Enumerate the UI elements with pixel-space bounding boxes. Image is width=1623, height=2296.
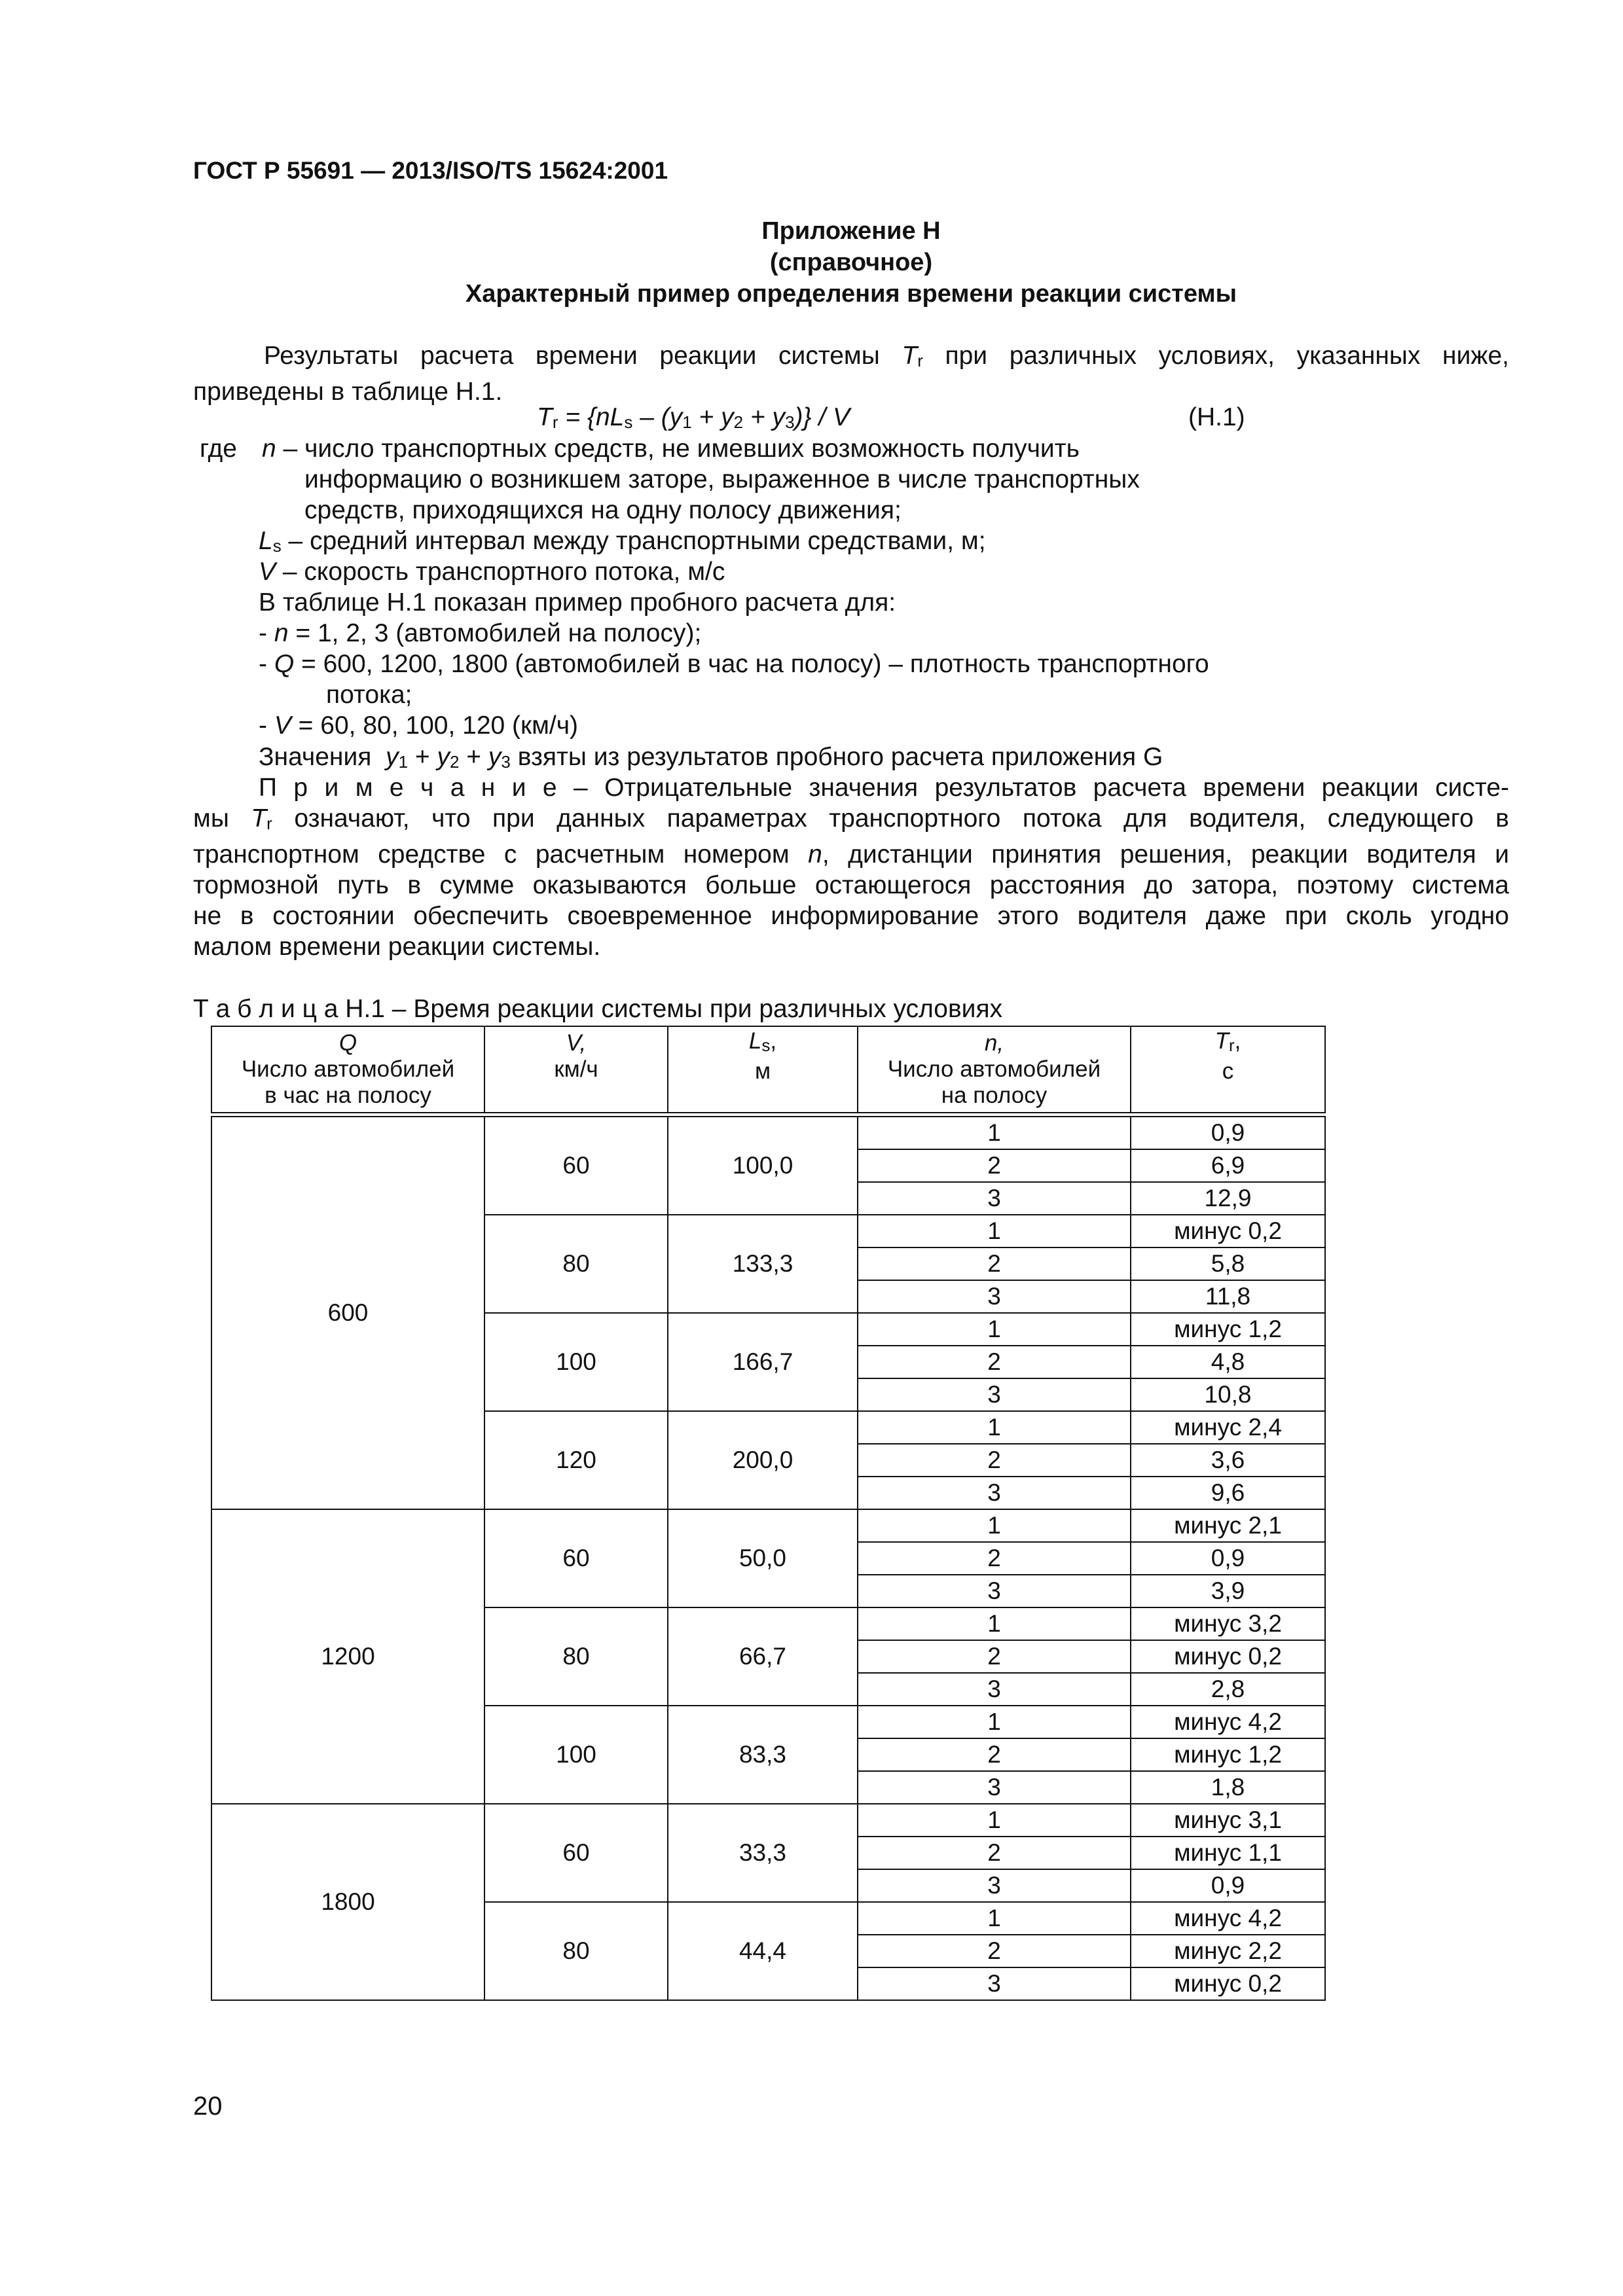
cell-tr: 6,9: [1131, 1149, 1325, 1182]
definition-n: n – число транспортных средств, не имевших возможность получить: [262, 435, 1080, 463]
header-q: Q Число автомобилей в час на полосу: [211, 1026, 484, 1113]
cell-tr: минус 0,2: [1131, 1967, 1325, 2000]
cell-tr: 10,8: [1131, 1378, 1325, 1411]
cell-tr: 1,8: [1131, 1771, 1325, 1804]
cell-ls: 83,3: [668, 1706, 858, 1804]
document-standard-code: ГОСТ Р 55691 — 2013/ISO/TS 15624:2001: [193, 157, 668, 184]
cell-tr: 3,9: [1131, 1575, 1325, 1607]
item-q-cont: потока;: [326, 681, 412, 709]
definition-ls: $L_s$ – средний интервал между транспортными средствами, м;: [259, 527, 986, 556]
cell-q: 1800: [211, 1804, 484, 2000]
cell-ls: 166,7: [668, 1313, 858, 1411]
cell-tr: минус 0,2: [1131, 1215, 1325, 1247]
example-intro: В таблице Н.1 показан пример пробного расчета для:: [259, 588, 896, 617]
cell-n: 1: [858, 1509, 1131, 1542]
item-v: - V = 60, 80, 100, 120 (км/ч): [259, 711, 579, 740]
cell-tr: 9,6: [1131, 1477, 1325, 1509]
cell-n: 2: [858, 1738, 1131, 1771]
cell-n: 1: [858, 1117, 1131, 1149]
cell-tr: минус 4,2: [1131, 1902, 1325, 1935]
cell-v: 100: [484, 1313, 668, 1411]
cell-tr: 4,8: [1131, 1346, 1325, 1378]
note-paragraph: П р и м е ч а н и е – Отрицательные значения результатов расчета времени реакции систе- мы $T_r$ означают, что при данных параметрах транспортного потока для водителя, следующего в транспортном средстве с расчетным номером n, дистанции принятия решения, реакции водителя и тормозной путь в сумме оказываются больше остающегося расстояния до затора, поэтому система не в состоянии обеспечить своевременное информирование этого водителя даже при сколь угодно малом времени реакции системы.: [193, 774, 1509, 961]
cell-n: 1: [858, 1804, 1131, 1837]
cell-tr: минус 2,2: [1131, 1935, 1325, 1967]
header-tr: $T_r$, с: [1131, 1026, 1325, 1113]
cell-n: 3: [858, 1575, 1131, 1607]
cell-v: 100: [484, 1706, 668, 1804]
cell-tr: минус 2,1: [1131, 1509, 1325, 1542]
cell-n: 2: [858, 1346, 1131, 1378]
cell-v: 60: [484, 1117, 668, 1215]
cell-n: 2: [858, 1149, 1131, 1182]
intro-paragraph: Результаты расчета времени реакции системы $T_r$ при различных условиях, указанных ниже, приведены в таблице Н.1.: [193, 342, 1509, 406]
cell-v: 80: [484, 1607, 668, 1706]
appendix-status: (справочное): [769, 249, 933, 276]
cell-n: 3: [858, 1967, 1131, 2000]
cell-tr: 0,9: [1131, 1869, 1325, 1902]
table-caption: Т а б л и ц а Н.1 – Время реакции системы при различных условиях: [193, 995, 1003, 1023]
cell-n: 1: [858, 1706, 1131, 1738]
cell-ls: 100,0: [668, 1117, 858, 1215]
reaction-time-table: [211, 1026, 1326, 2001]
cell-n: 3: [858, 1280, 1131, 1313]
page-number: 20: [193, 2092, 223, 2121]
cell-n: 3: [858, 1673, 1131, 1706]
cell-ls: 66,7: [668, 1607, 858, 1706]
cell-tr: 11,8: [1131, 1280, 1325, 1313]
definition-v: V – скорость транспортного потока, м/с: [259, 558, 725, 586]
values-sentence: Значения $y_1 + y_2 + y_3$ взяты из результатов пробного расчета приложения G: [259, 743, 1163, 772]
header-ls: $L_s$, м: [668, 1026, 858, 1113]
cell-tr: 3,6: [1131, 1444, 1325, 1477]
cell-tr: минус 4,2: [1131, 1706, 1325, 1738]
item-n: - n = 1, 2, 3 (автомобилей на полосу);: [259, 619, 702, 647]
cell-n: 2: [858, 1935, 1131, 1967]
cell-n: 3: [858, 1771, 1131, 1804]
cell-n: 1: [858, 1607, 1131, 1640]
cell-n: 1: [858, 1215, 1131, 1247]
cell-v: 80: [484, 1215, 668, 1313]
definition-n-cont2: средств, приходящихся на одну полосу движения;: [304, 496, 902, 524]
cell-n: 2: [858, 1247, 1131, 1280]
table-row: [211, 1117, 1325, 1149]
cell-n: 3: [858, 1378, 1131, 1411]
cell-tr: минус 1,1: [1131, 1837, 1325, 1869]
cell-v: 60: [484, 1804, 668, 1902]
table-row: [211, 1804, 1325, 1837]
cell-tr: 0,9: [1131, 1542, 1325, 1575]
cell-tr: минус 3,1: [1131, 1804, 1325, 1837]
cell-ls: 133,3: [668, 1215, 858, 1313]
cell-q: 1200: [211, 1509, 484, 1804]
cell-v: 120: [484, 1411, 668, 1509]
cell-n: 3: [858, 1182, 1131, 1215]
cell-v: 80: [484, 1902, 668, 2000]
formula-number: (Н.1): [1188, 403, 1245, 431]
cell-ls: 200,0: [668, 1411, 858, 1509]
appendix-heading: Характерный пример определения времени реакции системы: [465, 280, 1237, 308]
cell-tr: 5,8: [1131, 1247, 1325, 1280]
table-body: [211, 1117, 1325, 2000]
cell-tr: 12,9: [1131, 1182, 1325, 1215]
cell-n: 2: [858, 1837, 1131, 1869]
cell-tr: минус 1,2: [1131, 1738, 1325, 1771]
cell-n: 1: [858, 1313, 1131, 1346]
cell-tr: минус 0,2: [1131, 1640, 1325, 1673]
cell-n: 2: [858, 1640, 1131, 1673]
header-n: n, Число автомобилей на полосу: [858, 1026, 1131, 1113]
table-header: [211, 1026, 1325, 1117]
cell-tr: 2,8: [1131, 1673, 1325, 1706]
cell-ls: 33,3: [668, 1804, 858, 1902]
cell-n: 1: [858, 1411, 1131, 1444]
cell-n: 2: [858, 1444, 1131, 1477]
table-row: [211, 1509, 1325, 1542]
cell-tr: минус 3,2: [1131, 1607, 1325, 1640]
cell-n: 1: [858, 1902, 1131, 1935]
cell-tr: 0,9: [1131, 1117, 1325, 1149]
cell-tr: минус 2,4: [1131, 1411, 1325, 1444]
appendix-title: Приложение Н: [761, 217, 941, 245]
cell-tr: минус 1,2: [1131, 1313, 1325, 1346]
definition-n-cont1: информацию о возникшем заторе, выраженное в числе транспортных: [304, 465, 1140, 493]
cell-n: 3: [858, 1477, 1131, 1509]
cell-ls: 44,4: [668, 1902, 858, 2000]
cell-v: 60: [484, 1509, 668, 1607]
cell-n: 2: [858, 1542, 1131, 1575]
cell-q: 600: [211, 1117, 484, 1509]
cell-n: 3: [858, 1869, 1131, 1902]
header-v: V, км/ч: [484, 1026, 668, 1113]
formula: $T_r = \{nL_s - (y_1 + y_2 + y_3)\} / V$: [537, 403, 850, 432]
cell-ls: 50,0: [668, 1509, 858, 1607]
item-q: - Q = 600, 1200, 1800 (автомобилей в час на полосу) – плотность транспортного: [259, 650, 1209, 678]
where-label: где: [200, 435, 237, 463]
